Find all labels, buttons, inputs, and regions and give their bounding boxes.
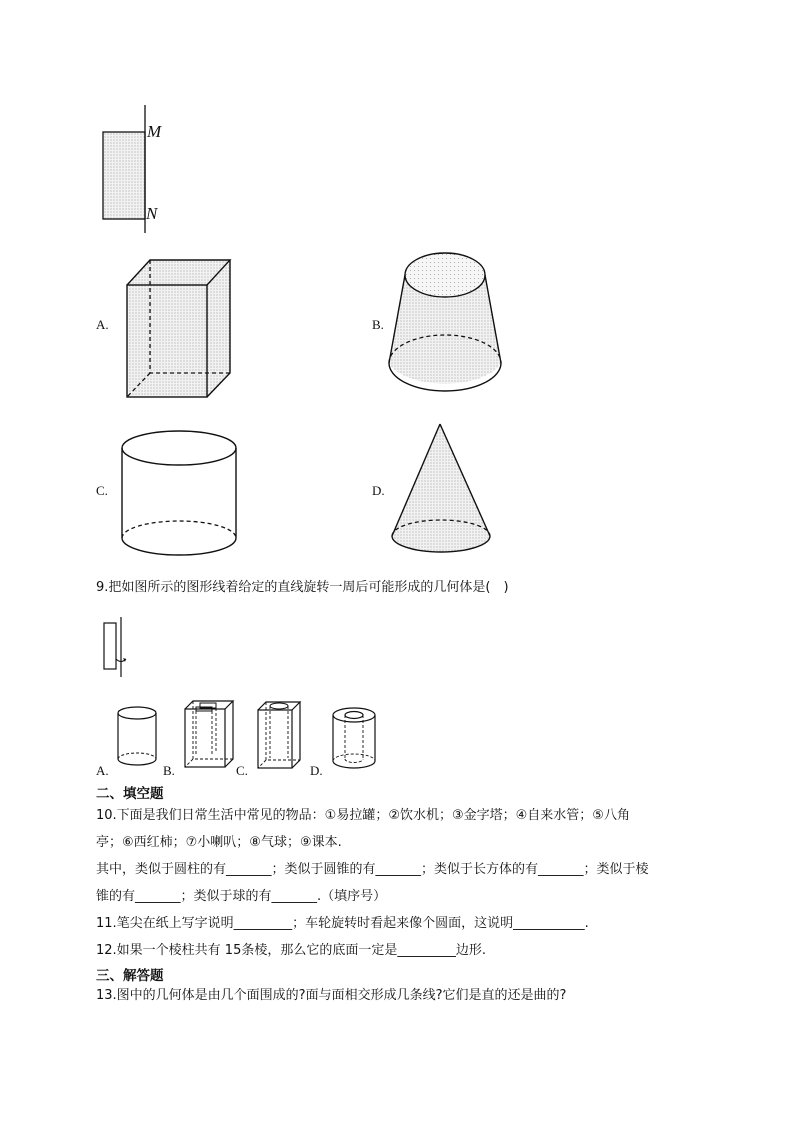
option-c-label: C.: [96, 483, 108, 498]
question-10-line-3: 其中，类似于圆柱的有_______；类似于圆锥的有_______；类似于长方体的有_______；类似于棱: [96, 862, 649, 877]
cuboid-figure: [120, 255, 240, 405]
question-10-line-2: 亭；⑥西红柿；⑦小喇叭；⑧气球；⑨课本.: [96, 835, 342, 850]
cone-figure: [388, 420, 498, 560]
label-n: N: [146, 204, 158, 223]
q9-hollow-cylinder-figure: [330, 703, 382, 775]
cylinder-figure: [118, 428, 240, 568]
section-3-title: 三、解答题: [96, 968, 164, 984]
q9-option-a-label: A.: [96, 763, 109, 778]
frustum-figure: [385, 245, 510, 400]
q9-option-d-label: D.: [310, 763, 323, 778]
label-m: M: [147, 122, 162, 141]
q9-cylinder-figure: [115, 703, 163, 773]
question-13-text: 13.图中的几何体是由几个面围成的?面与面相交形成几条线?它们是直的还是曲的?: [96, 988, 567, 1003]
q9-box-with-hole-figure: [255, 698, 305, 773]
question-9-text: 9.把如图所示的图形线着给定的直线旋转一周后可能形成的几何体是( ): [96, 580, 509, 595]
option-d-label: D.: [372, 483, 385, 498]
section-2-title: 二、填空题: [96, 786, 164, 802]
option-a-label: A.: [96, 317, 109, 332]
rectangle-rotation-figure: [95, 100, 175, 240]
question-10-line-4: 锥的有_______；类似于球的有_______.（填序号）: [96, 889, 387, 904]
q9-option-b-label: B.: [163, 763, 175, 778]
q9-option-c-label: C.: [236, 763, 248, 778]
question-10-line-1: 10.下面是我们日常生活中常见的物品：①易拉罐；②饮水机；③金字塔；④自来水管；⑤八角: [96, 808, 630, 823]
question-12-text: 12.如果一个棱柱共有 15条棱，那么它的底面一定是_________边形.: [96, 943, 486, 958]
shaded-rectangle: [103, 132, 145, 219]
question-11-text: 11.笔尖在纸上写字说明_________；车轮旋转时看起来像个圆面，这说明___________.: [96, 916, 589, 931]
thin-rectangle-rotation-figure: [100, 615, 140, 685]
option-b-label: B.: [372, 317, 384, 332]
q9-hollow-box-figure: [182, 697, 237, 772]
